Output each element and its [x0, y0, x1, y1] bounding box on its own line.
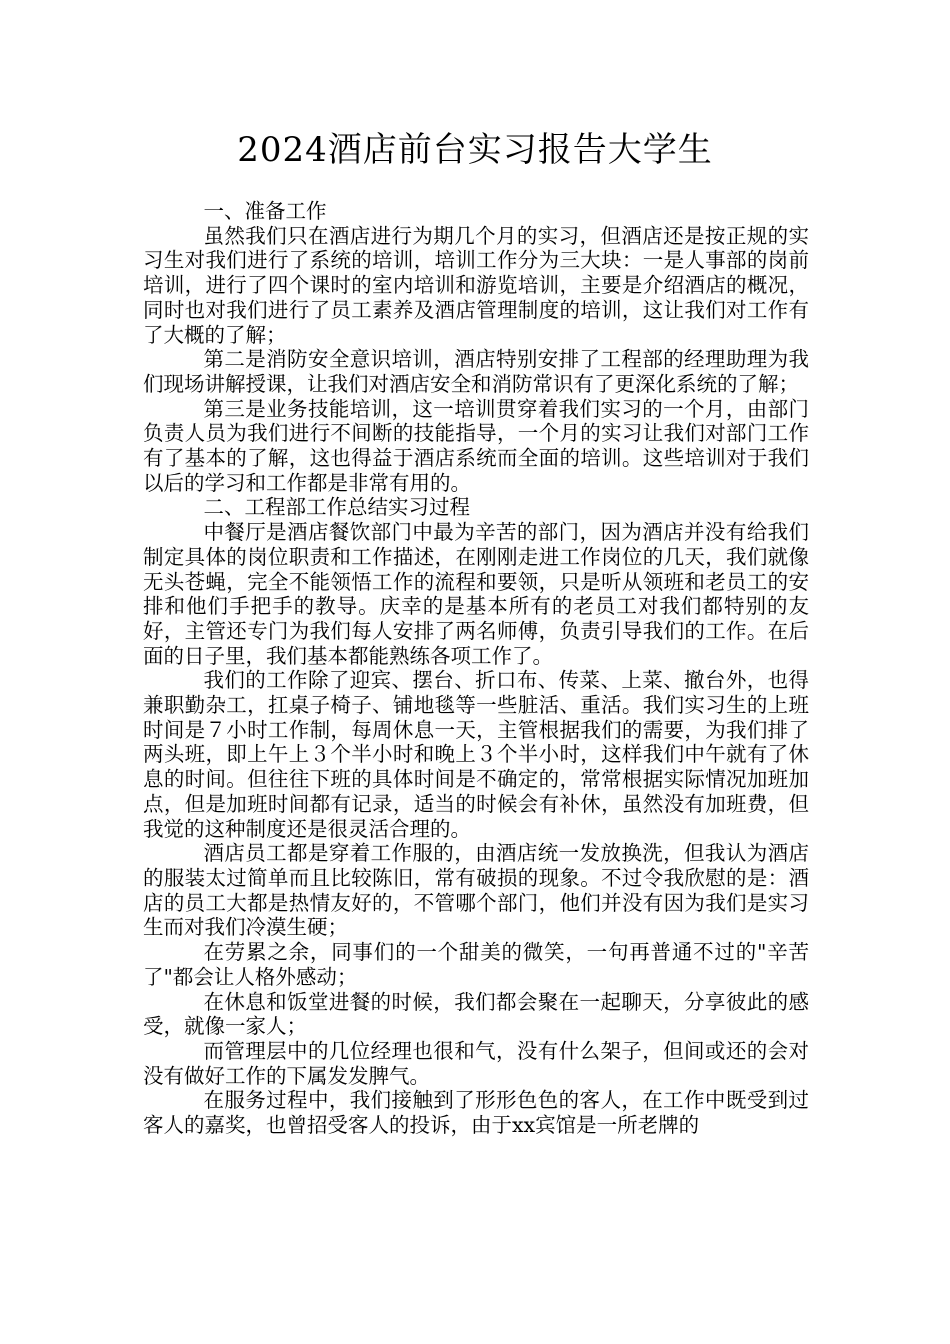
paragraph: 虽然我们只在酒店进行为期几个月的实习，但酒店还是按正规的实习生对我们进行了系统的培训，培训工作分为三大块：一是人事部的岗前培训，进行了四个课时的室内培训和游览培训，主要是介绍酒店的概况，同时也对我们进行了员工素养及酒店管理制度的培训，这让我们对工作有了大概的了解； [143, 223, 809, 347]
document-body [143, 199, 809, 1138]
document-title: 2024酒店前台实习报告大学生 [237, 130, 713, 170]
paragraph: 我们的工作除了迎宾、摆台、折口布、传菜、上菜、撤台外，也得兼职勤杂工，扛桌子椅子、铺地毯等一些脏活、重活。我们实习生的上班时间是７小时工作制，每周休息一天，主管根据我们的需要，为我们排了两头班，即上午上３个半小时和晚上３个半小时，这样我们中午就有了休息的时间。但往往下班的具体时间是不确定的，常常根据实际情况加班加点，但是加班时间都有记录，适当的时候会有补休，虽然没有加班费，但我觉的这种制度还是很灵活合理的。 [143, 668, 809, 841]
section-heading-internship-process: 二、工程部工作总结实习过程 [203, 495, 470, 520]
paragraph: 在休息和饭堂进餐的时候，我们都会聚在一起聊天，分享彼此的感受，就像一家人； [143, 989, 809, 1039]
paragraph: 酒店员工都是穿着工作服的，由酒店统一发放换洗，但我认为酒店的服装太过简单而且比较陈旧，常有破损的现象。不过令我欣慰的是：酒店的员工大都是热情友好的，不管哪个部门，他们并没有因为我们是实习生而对我们冷漠生硬； [143, 841, 809, 940]
paragraph: 在劳累之余，同事们的一个甜美的微笑，一句再普通不过的"辛苦了"都会让人格外感动； [143, 940, 809, 989]
paragraph: 在服务过程中，我们接触到了形形色色的客人，在工作中既受到过客人的嘉奖，也曾招受客人的投诉，由于xx宾馆是一所老牌的 [143, 1088, 809, 1138]
paragraph: 中餐厅是酒店餐饮部门中最为辛苦的部门，因为酒店并没有给我们制定具体的岗位职责和工作描述，在刚刚走进工作岗位的几天，我们就像无头苍蝇，完全不能领悟工作的流程和要领，只是听从领班和老员工的安排和他们手把手的教导。庆幸的是基本所有的老员工对我们都特别的友好，主管还专门为我们每人安排了两名师傅，负责引导我们的工作。在后面的日子里，我们基本都能熟练各项工作了。 [143, 520, 809, 668]
paragraph: 第二是消防安全意识培训，酒店特别安排了工程部的经理助理为我们现场讲解授课，让我们对酒店安全和消防常识有了更深化系统的了解； [143, 347, 809, 396]
paragraph: 第三是业务技能培训，这一培训贯穿着我们实习的一个月，由部门负责人员为我们进行不间断的技能指导，一个月的实习让我们对部门工作有了基本的了解，这也得益于酒店系统而全面的培训。这些培训对于我们以后的学习和工作都是非常有用的。 [143, 396, 809, 495]
paragraph: 而管理层中的几位经理也很和气，没有什么架子，但间或还的会对没有做好工作的下属发发脾气。 [143, 1038, 809, 1088]
section-heading-preparation: 一、准备工作 [203, 199, 327, 223]
